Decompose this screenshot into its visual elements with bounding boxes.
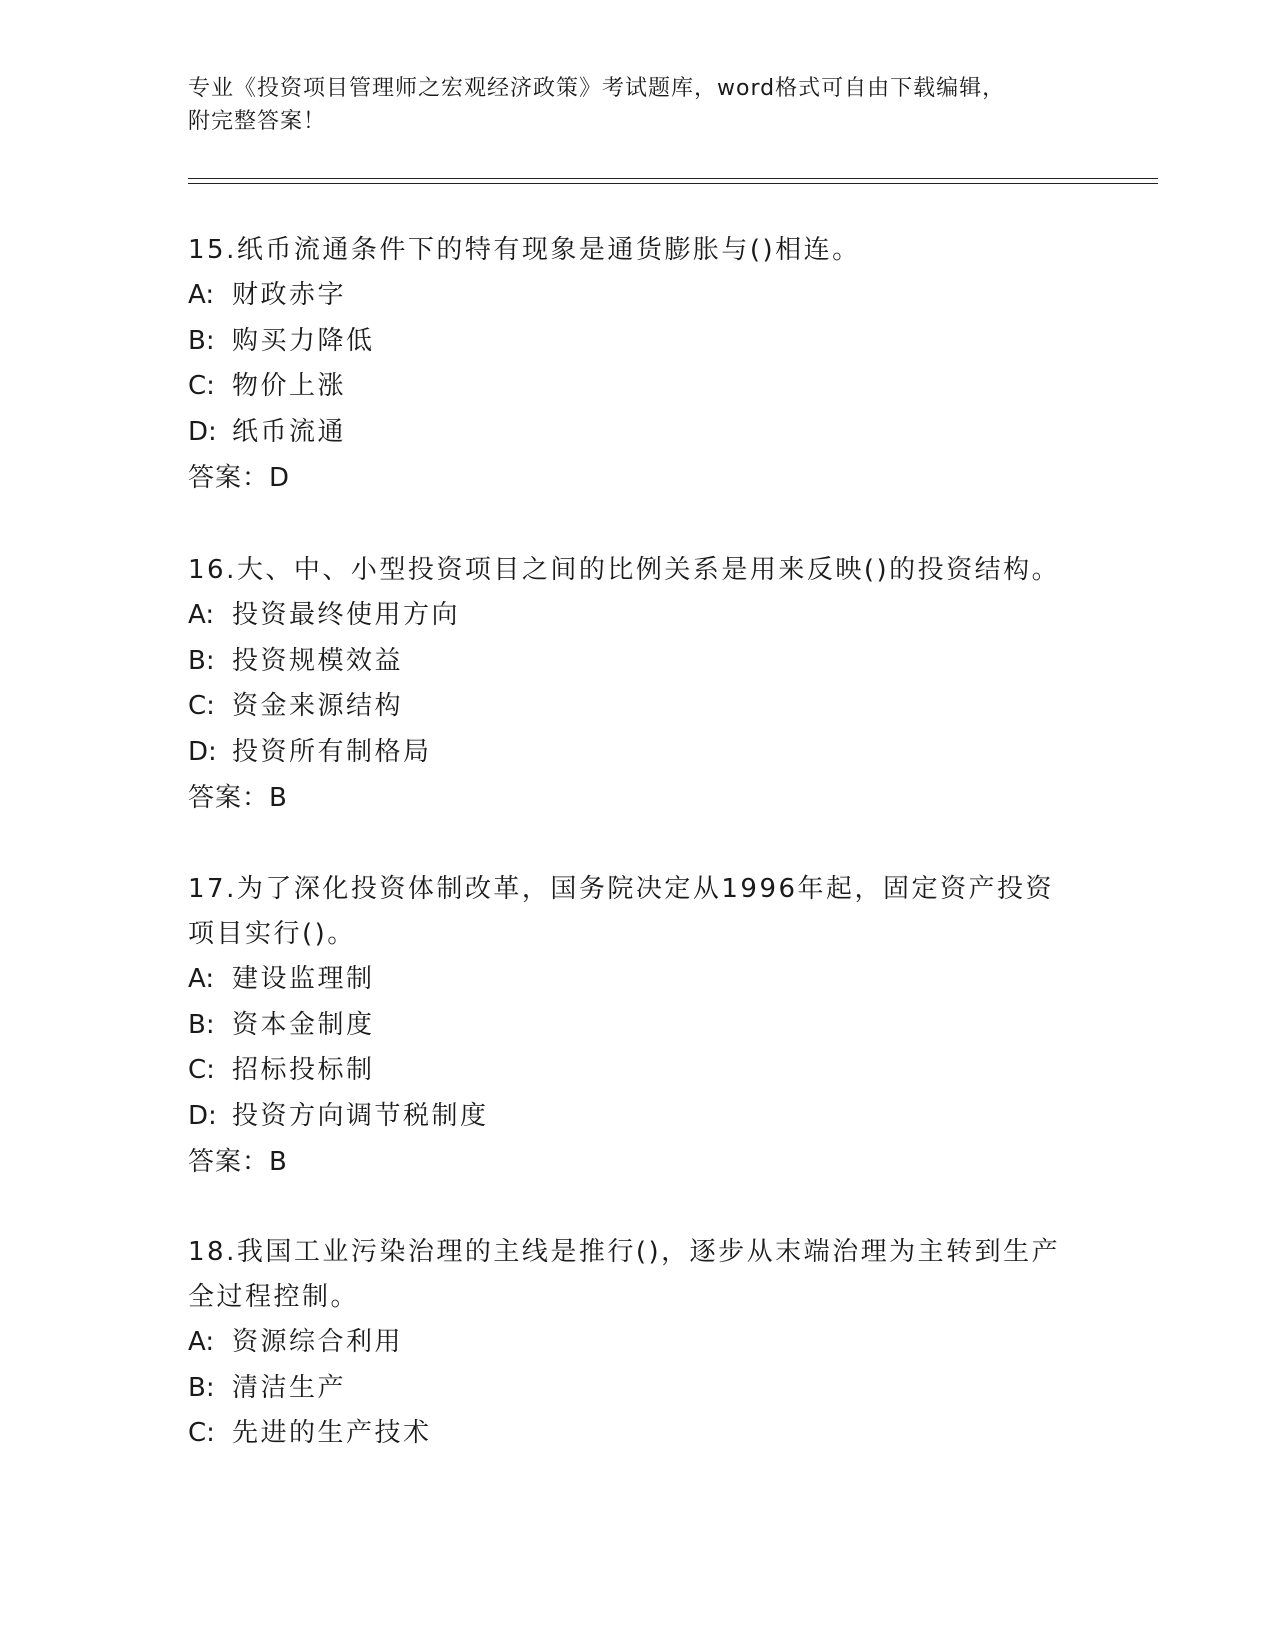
option-text: 资本金制度: [232, 1009, 375, 1040]
option-text: 清洁生产: [232, 1372, 347, 1403]
option-letter: C:: [188, 691, 215, 721]
option-c: [188, 684, 1088, 730]
option-b: [188, 319, 1088, 365]
option-letter: C:: [188, 1418, 215, 1448]
option-a: [188, 1320, 1088, 1366]
question-line: 大、中、小型投资项目之间的比例关系是用来反映()的投资结构。: [236, 555, 1061, 585]
option-text: 投资所有制格局: [232, 736, 432, 767]
question-text: [188, 867, 1088, 957]
answer-label: 答案：: [188, 463, 270, 493]
question-line: 全过程控制。: [188, 1282, 360, 1312]
option-letter: C:: [188, 371, 215, 401]
answer-value: B: [269, 1147, 288, 1177]
question-17: [188, 867, 1088, 1185]
option-a: [188, 593, 1088, 639]
option-letter: A:: [188, 964, 215, 994]
option-letter: D:: [188, 1100, 217, 1131]
header-line-2: 附完整答案！: [188, 109, 327, 134]
option-letter: A:: [188, 600, 215, 630]
answer-value: B: [269, 783, 288, 813]
option-text: 纸币流通: [232, 416, 347, 447]
question-text: [188, 548, 1088, 593]
option-b: [188, 1003, 1088, 1049]
option-text: 资源综合利用: [232, 1327, 404, 1357]
option-text: 购买力降低: [232, 325, 375, 356]
option-letter: A:: [188, 1327, 215, 1357]
option-c: [188, 1411, 1088, 1457]
document-header: [188, 72, 1088, 138]
option-letter: B:: [188, 645, 215, 676]
option-text: 投资规模效益: [232, 645, 404, 676]
question-line: 项目实行()。: [188, 919, 356, 949]
question-number: 15.: [188, 235, 237, 265]
question-line: 为了深化投资体制改革，国务院决定从1996年起，固定资产投资: [236, 874, 1055, 904]
option-letter: B:: [188, 1009, 215, 1040]
option-letter: D:: [188, 416, 217, 447]
answer-label: 答案：: [188, 783, 270, 813]
answer-value: D: [269, 463, 291, 493]
question-line: 纸币流通条件下的特有现象是通货膨胀与()相连。: [236, 235, 861, 265]
option-c: [188, 1048, 1088, 1094]
header-divider-top: [188, 178, 1158, 179]
option-text: 先进的生产技术: [232, 1418, 432, 1448]
header-line-1: 专业《投资项目管理师之宏观经济政策》考试题库，word格式可自由下载编辑，: [188, 76, 1006, 101]
option-letter: B:: [188, 1372, 215, 1403]
answer-line: [188, 455, 1088, 501]
option-text: 投资方向调节税制度: [232, 1100, 489, 1131]
option-text: 财政赤字: [232, 280, 347, 310]
option-a: [188, 273, 1088, 319]
option-a: [188, 957, 1088, 1003]
option-text: 建设监理制: [232, 964, 375, 994]
option-letter: A:: [188, 280, 215, 310]
option-d: [188, 410, 1088, 456]
header-divider-bottom: [188, 183, 1158, 184]
answer-line: [188, 775, 1088, 821]
question-number: 17.: [188, 874, 237, 904]
question-18: [188, 1230, 1088, 1457]
option-text: 招标投标制: [232, 1055, 375, 1085]
option-letter: B:: [188, 325, 215, 356]
answer-label: 答案：: [188, 1147, 270, 1177]
option-b: [188, 639, 1088, 685]
answer-line: [188, 1139, 1088, 1185]
question-15: [188, 228, 1088, 501]
option-c: [188, 364, 1088, 410]
option-letter: D:: [188, 736, 217, 767]
question-16: [188, 548, 1088, 821]
question-text: [188, 228, 1088, 273]
option-text: 资金来源结构: [232, 691, 404, 721]
option-letter: C:: [188, 1055, 215, 1085]
question-number: 16.: [188, 555, 237, 585]
option-d: [188, 730, 1088, 776]
question-text: [188, 1230, 1088, 1320]
option-b: [188, 1366, 1088, 1412]
question-line: 我国工业污染治理的主线是推行()，逐步从末端治理为主转到生产: [236, 1237, 1061, 1267]
option-d: [188, 1094, 1088, 1140]
question-number: 18.: [188, 1237, 237, 1267]
option-text: 投资最终使用方向: [232, 600, 461, 630]
option-text: 物价上涨: [232, 371, 347, 401]
